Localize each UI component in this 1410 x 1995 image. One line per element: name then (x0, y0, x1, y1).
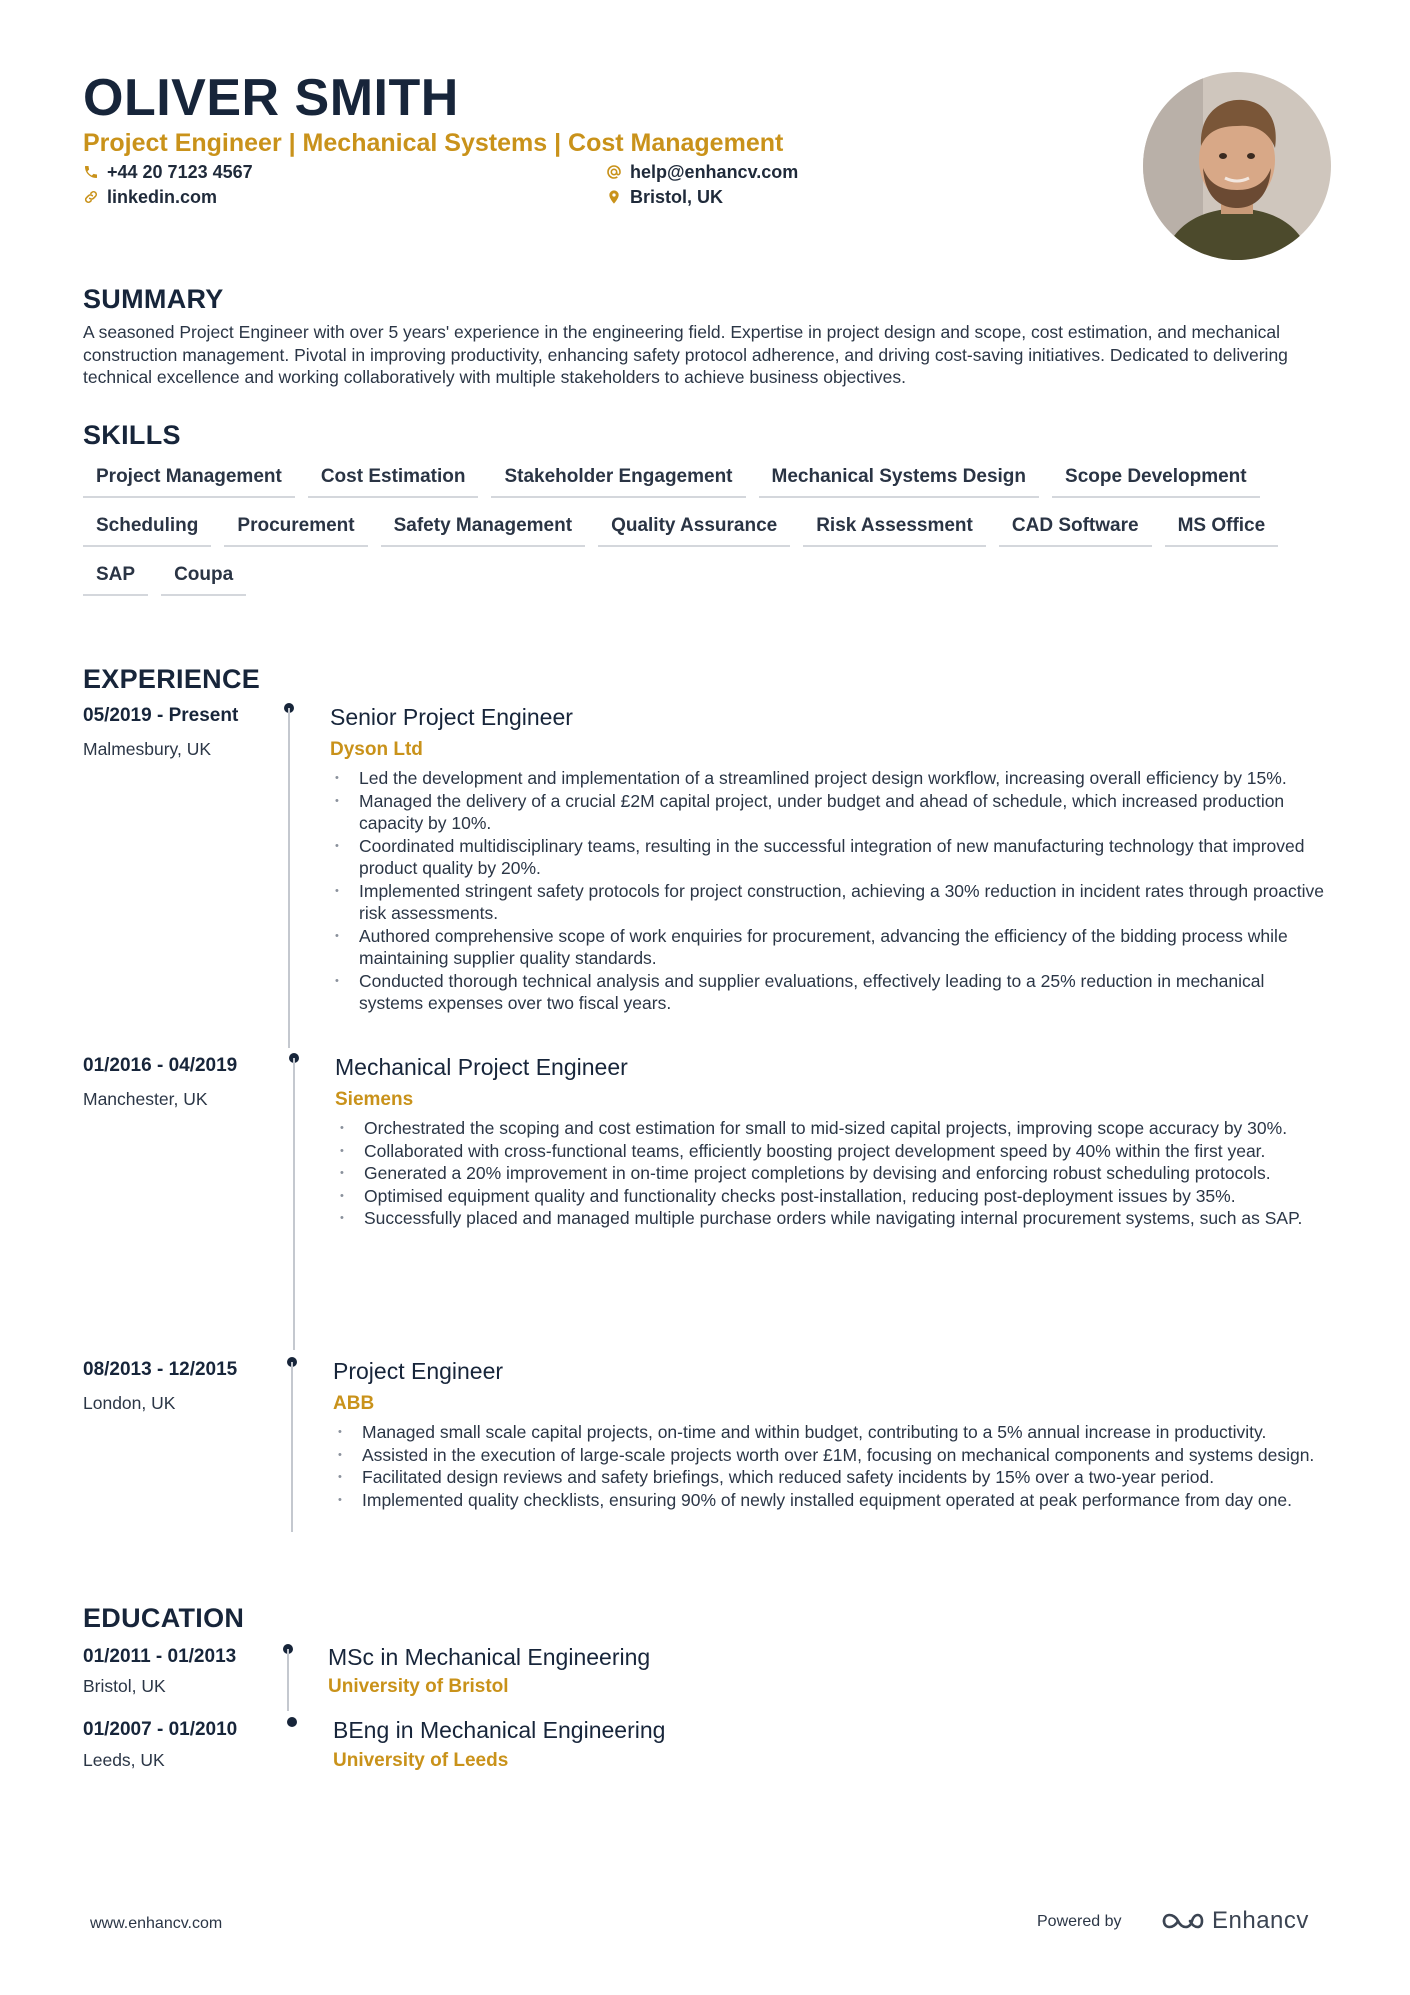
candidate-title: Project Engineer | Mechanical Systems | Cost Management (83, 129, 784, 157)
job-bullet: • Authored comprehensive scope of work enquiries for procurement, advancing the efficiency of the bidding process while maintaining supplier quality standards. (330, 925, 1330, 970)
email-contact[interactable] (606, 160, 798, 184)
linkedin-link[interactable]: linkedin.com (107, 187, 218, 207)
skills-list (83, 462, 1343, 609)
job-bullet: • Coordinated multidisciplinary teams, resulting in the successful integration of new manufacturing technology that improved product quality by 20%. (330, 835, 1330, 880)
education-dates: 01/2007 - 01/2010 (83, 1719, 238, 1740)
education-school: University of Leeds (333, 1750, 509, 1771)
job-bullet: • Assisted in the execution of large-scale projects worth over £1M, focusing on mechanical components and systems design. (333, 1444, 1330, 1467)
profile-photo (1143, 72, 1331, 260)
job-dates: 05/2019 - Present (83, 705, 239, 726)
at-sign-icon (606, 164, 622, 180)
linkedin-contact[interactable] (83, 185, 217, 209)
job-bullets (333, 1421, 1330, 1511)
footer-website[interactable]: www.enhancv.com (90, 1915, 223, 1932)
timeline-dot (287, 1717, 297, 1727)
job-bullet: • Facilitated design reviews and safety briefings, which reduced safety incidents by 15% over a two-year period. (333, 1466, 1330, 1489)
experience-heading: EXPERIENCE (83, 664, 261, 694)
job-company: ABB (333, 1393, 375, 1414)
skill-tag: Scheduling (83, 511, 211, 547)
location-pin-icon (606, 189, 622, 205)
location-contact (606, 185, 723, 209)
job-location: London, UK (83, 1393, 176, 1413)
job-bullet: • Collaborated with cross-functional teams, efficiently boosting project development speed by 40% within the first year. (335, 1140, 1330, 1163)
email-link[interactable]: help@enhancv.com (630, 162, 799, 182)
job-bullet: • Implemented quality checklists, ensuring 90% of newly installed equipment operated at peak performance from day one. (333, 1489, 1330, 1512)
job-bullet: • Optimised equipment quality and functionality checks post-installation, reducing post-deployment issues by 35%. (335, 1185, 1330, 1208)
job-bullets (330, 767, 1330, 1015)
job-company: Dyson Ltd (330, 739, 423, 760)
job-role: Project Engineer (333, 1358, 504, 1384)
job-dates: 01/2016 - 04/2019 (83, 1055, 238, 1076)
education-degree: MSc in Mechanical Engineering (328, 1644, 651, 1670)
skill-tag: Stakeholder Engagement (491, 462, 745, 498)
skill-tag: SAP (83, 560, 148, 596)
job-location: Manchester, UK (83, 1089, 208, 1109)
candidate-name: OLIVER SMITH (83, 69, 459, 127)
skill-tag: CAD Software (999, 511, 1152, 547)
timeline-line (291, 1362, 293, 1532)
job-bullet: • Generated a 20% improvement in on-time project completions by devising and enforcing robust scheduling protocols. (335, 1162, 1330, 1185)
education-location: Bristol, UK (83, 1676, 166, 1696)
education-heading: EDUCATION (83, 1603, 245, 1633)
enhancv-logo-icon (1160, 1907, 1206, 1935)
job-location: Malmesbury, UK (83, 739, 212, 759)
skills-heading: SKILLS (83, 420, 181, 450)
skill-tag: Quality Assurance (598, 511, 790, 547)
skill-tag: MS Office (1165, 511, 1279, 547)
skill-tag: Safety Management (381, 511, 585, 547)
skill-tag: Risk Assessment (803, 511, 986, 547)
job-bullet: • Orchestrated the scoping and cost estimation for small to mid-sized capital projects, improving scope accuracy by 30%. (335, 1117, 1330, 1140)
job-bullet: • Implemented stringent safety protocols for project construction, achieving a 30% reduction in incident rates through proactive risk assessments. (330, 880, 1330, 925)
job-dates: 08/2013 - 12/2015 (83, 1359, 238, 1380)
education-school: University of Bristol (328, 1676, 509, 1697)
job-bullet: • Conducted thorough technical analysis and supplier evaluations, effectively leading to a 25% reduction in mechanical systems expenses over two fiscal years. (330, 970, 1330, 1015)
job-bullet: • Managed the delivery of a crucial £2M capital project, under budget and ahead of schedule, which increased production capacity by 10%. (330, 790, 1330, 835)
phone-contact (83, 160, 253, 184)
link-icon (83, 189, 99, 205)
location-text: Bristol, UK (630, 187, 724, 207)
brand-logo (1160, 1907, 1309, 1935)
job-bullet: • Led the development and implementation of a streamlined project design workflow, increasing overall efficiency by 15%. (330, 767, 1330, 790)
job-bullets (335, 1117, 1330, 1230)
skill-tag: Procurement (224, 511, 367, 547)
job-bullet: • Managed small scale capital projects, on-time and within budget, contributing to a 5% annual increase in productivity. (333, 1421, 1330, 1444)
skill-tag: Scope Development (1052, 462, 1260, 498)
phone-icon (83, 164, 99, 180)
job-role: Mechanical Project Engineer (335, 1054, 628, 1080)
job-company: Siemens (335, 1089, 414, 1110)
powered-by-label: Powered by (1037, 1913, 1122, 1930)
summary-heading: SUMMARY (83, 284, 224, 314)
education-dates: 01/2011 - 01/2013 (83, 1646, 237, 1667)
skill-tag: Coupa (161, 560, 246, 596)
summary-text: A seasoned Project Engineer with over 5 years' experience in the engineering field. Expertise in project design and scope, cost estimation, and mechanical construction management. Pivotal in improving productivity, enhancing safety protocol adherence, and driving cost-saving initiatives. Dedicated to delivering technical excellence and working collaboratively with multiple stakeholders to achieve business objectives. (83, 322, 1288, 387)
brand-name: Enhancv (1212, 1907, 1309, 1934)
job-role: Senior Project Engineer (330, 704, 573, 730)
timeline-line (293, 1058, 295, 1350)
education-degree: BEng in Mechanical Engineering (333, 1717, 666, 1743)
job-bullet: • Successfully placed and managed multiple purchase orders while navigating internal procurement systems, such as SAP. (335, 1207, 1330, 1230)
skill-tag: Mechanical Systems Design (759, 462, 1040, 498)
skill-tag: Project Management (83, 462, 295, 498)
skill-tag: Cost Estimation (308, 462, 479, 498)
timeline-line (288, 708, 290, 1048)
education-location: Leeds, UK (83, 1750, 165, 1770)
phone-text: +44 20 7123 4567 (107, 162, 253, 182)
timeline-line (287, 1649, 289, 1711)
